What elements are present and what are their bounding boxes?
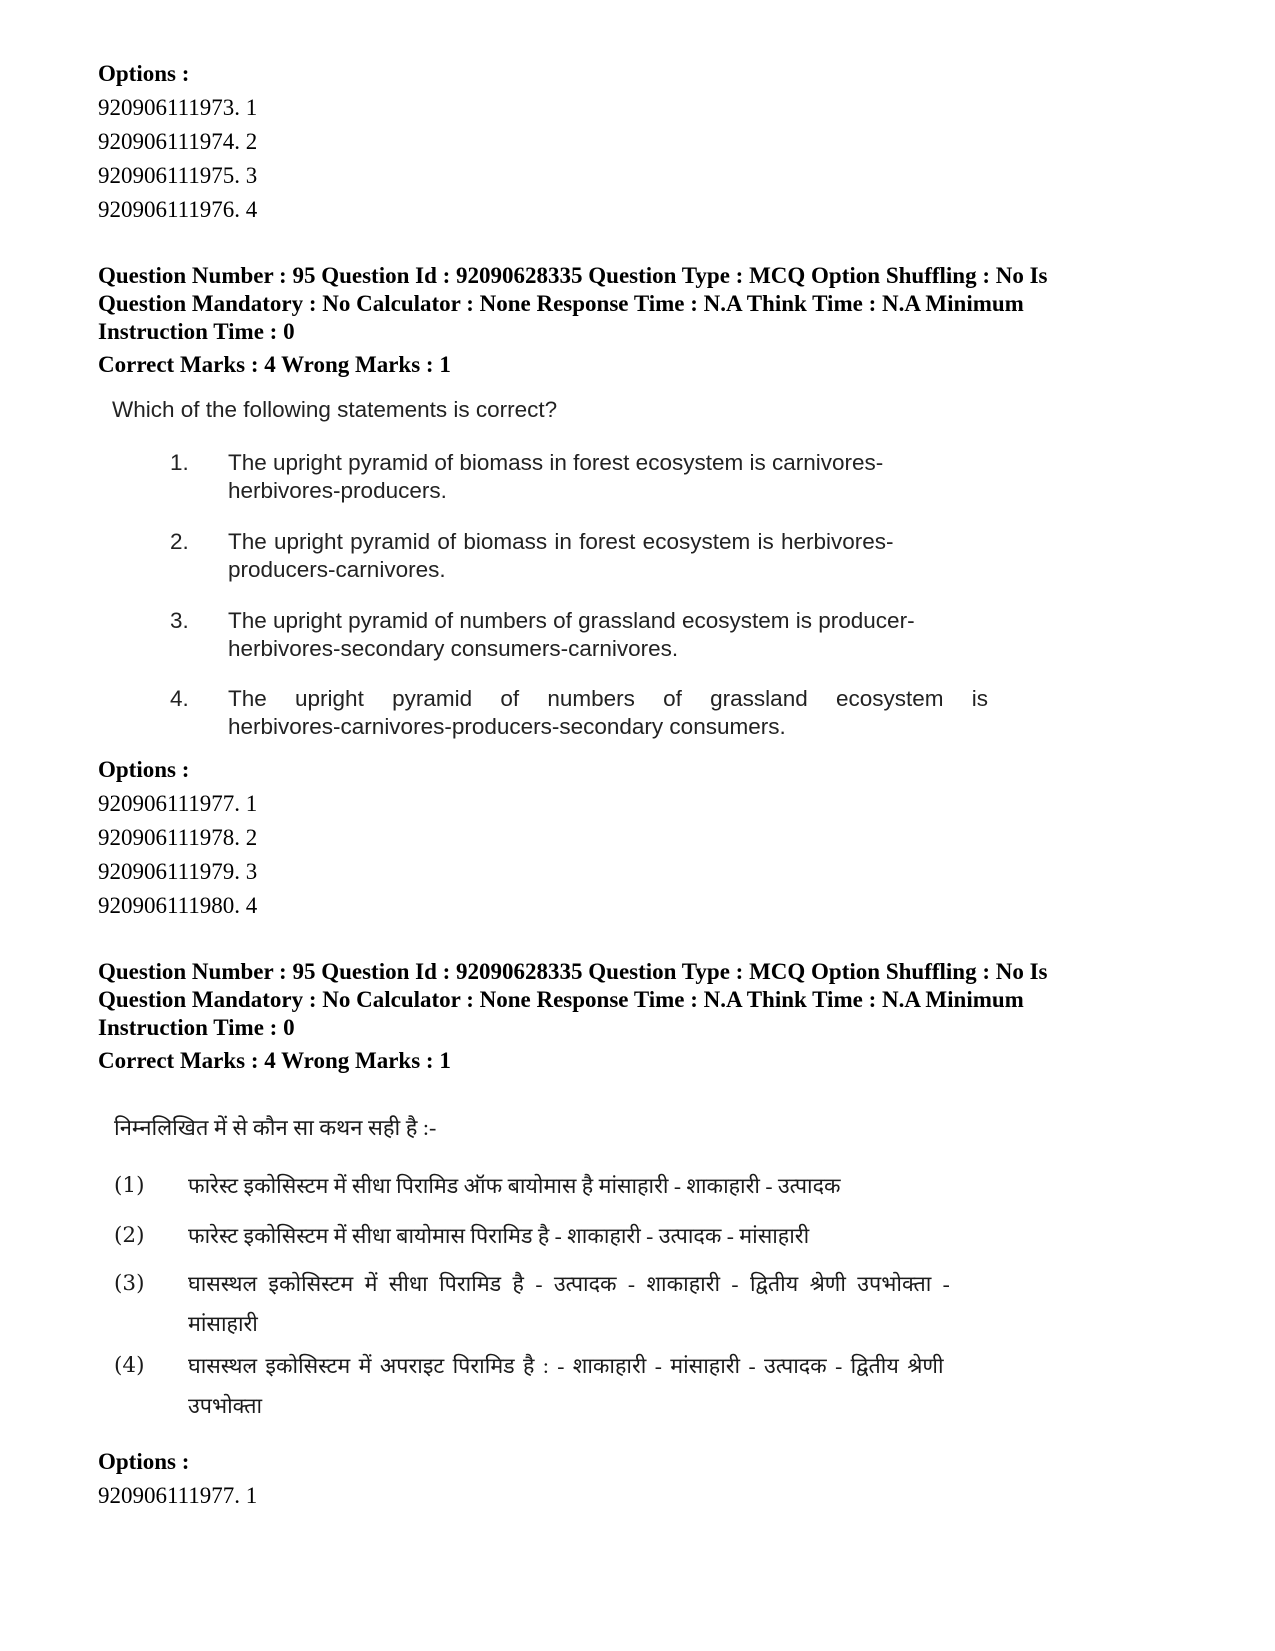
- statement-line: घासस्थल इकोसिस्टम में सीधा पिरामिड है - उत्पादक - शाकाहारी - द्वितीय श्रेणी उपभोक्ता -: [188, 1272, 950, 1296]
- statement-line: herbivores-producers.: [228, 478, 447, 503]
- statement-number: (1): [114, 1173, 145, 1198]
- statement-line: The upright pyramid of biomass in forest ecosystem is herbivores-: [228, 529, 894, 554]
- question-meta-line: Question Number : 95 Question Id : 92090628335 Question Type : MCQ Option Shuffling : No Is: [98, 263, 1048, 288]
- hindi-statement-2: [114, 1216, 1114, 1256]
- option-item: 920906111980. 4: [98, 893, 258, 918]
- question-options-hi: [98, 1445, 1188, 1513]
- hindi-statement-1: [114, 1166, 1114, 1206]
- statement-number: 3.: [170, 608, 189, 633]
- option-item: 920906111978. 2: [98, 825, 258, 850]
- statement-number: (2): [114, 1223, 145, 1248]
- option-item: 920906111977. 1: [98, 1483, 258, 1508]
- statement-line: herbivores-secondary consumers-carnivores.: [228, 636, 679, 661]
- question-meta-line: Question Mandatory : No Calculator : None Response Time : N.A Think Time : N.A Minimum: [98, 291, 1024, 316]
- statement-text: [228, 449, 1000, 505]
- statement-line: The upright pyramid of numbers of grassland ecosystem is: [228, 686, 989, 711]
- statement-number: 1.: [170, 450, 189, 475]
- question-stem: Which of the following statements is correct?: [112, 397, 558, 422]
- statement-text: [188, 1346, 1114, 1426]
- statement-line: The upright pyramid of numbers of grassland ecosystem is producer-: [228, 608, 915, 633]
- statement-text: [188, 1216, 1114, 1256]
- question-marks: Correct Marks : 4 Wrong Marks : 1: [98, 1048, 451, 1073]
- options-label: Options :: [98, 61, 190, 86]
- options-label: Options :: [98, 1449, 190, 1474]
- statement-number: (4): [114, 1353, 145, 1378]
- statement-2: [170, 528, 1000, 586]
- statement-line: herbivores-carnivores-producers-secondary consumers.: [228, 714, 786, 739]
- statement-line: घासस्थल इकोसिस्टम में अपराइट पिरामिड है : - शाकाहारी - मांसाहारी - उत्पादक - द्वितीय श्रेणी: [188, 1354, 944, 1378]
- option-item: 920906111974. 2: [98, 129, 258, 154]
- statement-line: मांसाहारी: [188, 1312, 258, 1336]
- statement-3: [170, 607, 1000, 665]
- hindi-statement-3: [114, 1264, 1114, 1344]
- question-meta-en: [98, 262, 1188, 382]
- option-item: 920906111979. 3: [98, 859, 258, 884]
- question-marks: Correct Marks : 4 Wrong Marks : 1: [98, 352, 451, 377]
- options-label: Options :: [98, 757, 190, 782]
- option-item: 920906111977. 1: [98, 791, 258, 816]
- statement-number: 4.: [170, 686, 189, 711]
- previous-question-options: [98, 57, 1188, 227]
- question-meta-line: Question Mandatory : No Calculator : None Response Time : N.A Think Time : N.A Minimum: [98, 987, 1024, 1012]
- question-meta-hi: [98, 958, 1188, 1078]
- hindi-statement-4: [114, 1346, 1114, 1426]
- question-meta-line: Instruction Time : 0: [98, 319, 295, 344]
- option-item: 920906111976. 4: [98, 197, 258, 222]
- statement-number: (3): [114, 1271, 145, 1296]
- question-stem-hindi: निम्नलिखित में से कौन सा कथन सही है :-: [114, 1115, 437, 1140]
- statement-text: [228, 685, 1000, 741]
- statement-4: [170, 685, 1000, 743]
- statement-number: 2.: [170, 529, 189, 554]
- statement-line: फारेस्ट इकोसिस्टम में सीधा पिरामिड ऑफ बायोमास है मांसाहारी - शाकाहारी - उत्पादक: [188, 1174, 841, 1198]
- statement-text: [228, 607, 1000, 663]
- question-meta-line: Instruction Time : 0: [98, 1015, 295, 1040]
- question-meta-line: Question Number : 95 Question Id : 92090628335 Question Type : MCQ Option Shuffling : No Is: [98, 959, 1048, 984]
- statement-1: [170, 449, 1000, 507]
- statement-line: उपभोक्ता: [188, 1394, 263, 1418]
- statement-line: फारेस्ट इकोसिस्टम में सीधा बायोमास पिरामिड है - शाकाहारी - उत्पादक - मांसाहारी: [188, 1224, 810, 1248]
- statement-line: The upright pyramid of biomass in forest ecosystem is carnivores-: [228, 450, 884, 475]
- option-item: 920906111973. 1: [98, 95, 258, 120]
- statement-text: [228, 528, 1000, 584]
- statement-text: [188, 1264, 1114, 1344]
- option-item: 920906111975. 3: [98, 163, 258, 188]
- statement-line: producers-carnivores.: [228, 557, 446, 582]
- statement-text: [188, 1166, 1114, 1206]
- question-options-en: [98, 753, 1188, 923]
